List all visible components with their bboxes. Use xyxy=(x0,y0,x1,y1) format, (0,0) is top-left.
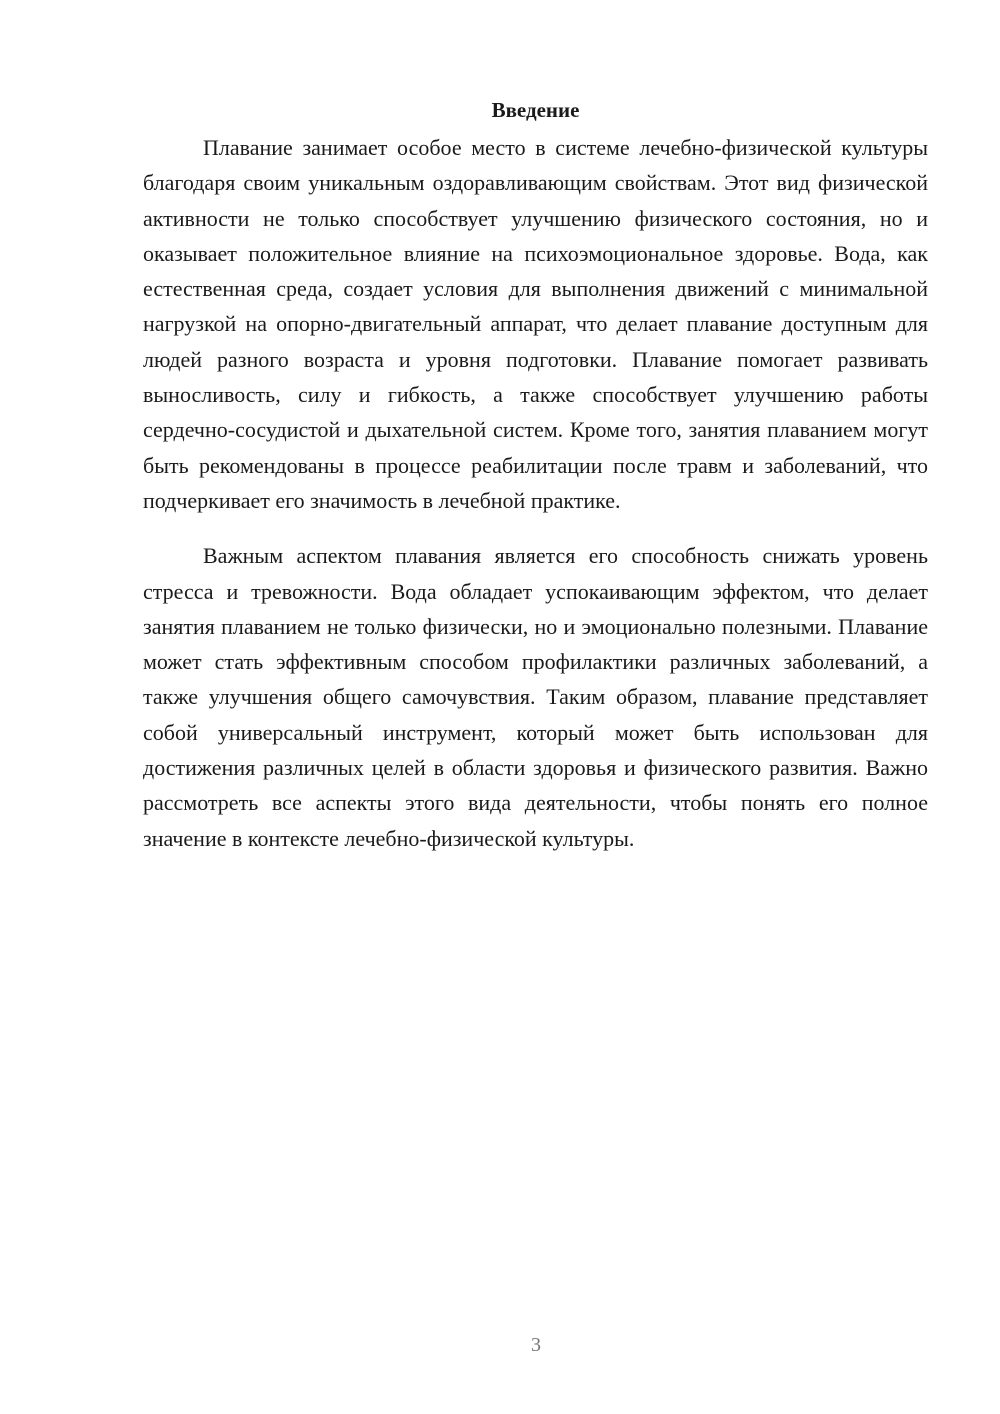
paragraph-2: Важным аспектом плавания является его способность снижать уровень стресса и тревожности. Вода обладает успокаивающим эффектом, что делает занятия плаванием не только физически, но и эмоционально полезными. Плавание может стать эффективным способом профилактики различных заболеваний, а также улучшения общего самочувствия. Таким образом, плавание представляет собой универсальный инструмент, который может быть использован для достижения различных целей в области здоровья и физического развития. Важно рассмотреть все аспекты этого вида деятельности, чтобы понять его полное значение в контексте лечебно-физической культуры. xyxy=(143,543,928,851)
paragraph-1: Плавание занимает особое место в системе лечебно-физической культуры благодаря своим уникальным оздоравливающим свойствам. Этот вид физической активности не только способствует улучшению физического состояния, но и оказывает положительное влияние на психоэмоциональное здоровье. Вода, как естественная среда, создает условия для выполнения движений с минимальной нагрузкой на опорно-двигательный аппарат, что делает плавание доступным для людей разного возраста и уровня подготовки. Плавание помогает развивать выносливость, силу и гибкость, а также способствует улучшению работы сердечно-сосудистой и дыхательной систем. Кроме того, занятия плаванием могут быть рекомендованы в процессе реабилитации после травм и заболеваний, что подчеркивает его значимость в лечебной практике. xyxy=(143,135,928,513)
page-number: 3 xyxy=(531,1334,541,1356)
section-heading: Введение xyxy=(491,98,580,122)
page-content xyxy=(143,92,928,856)
